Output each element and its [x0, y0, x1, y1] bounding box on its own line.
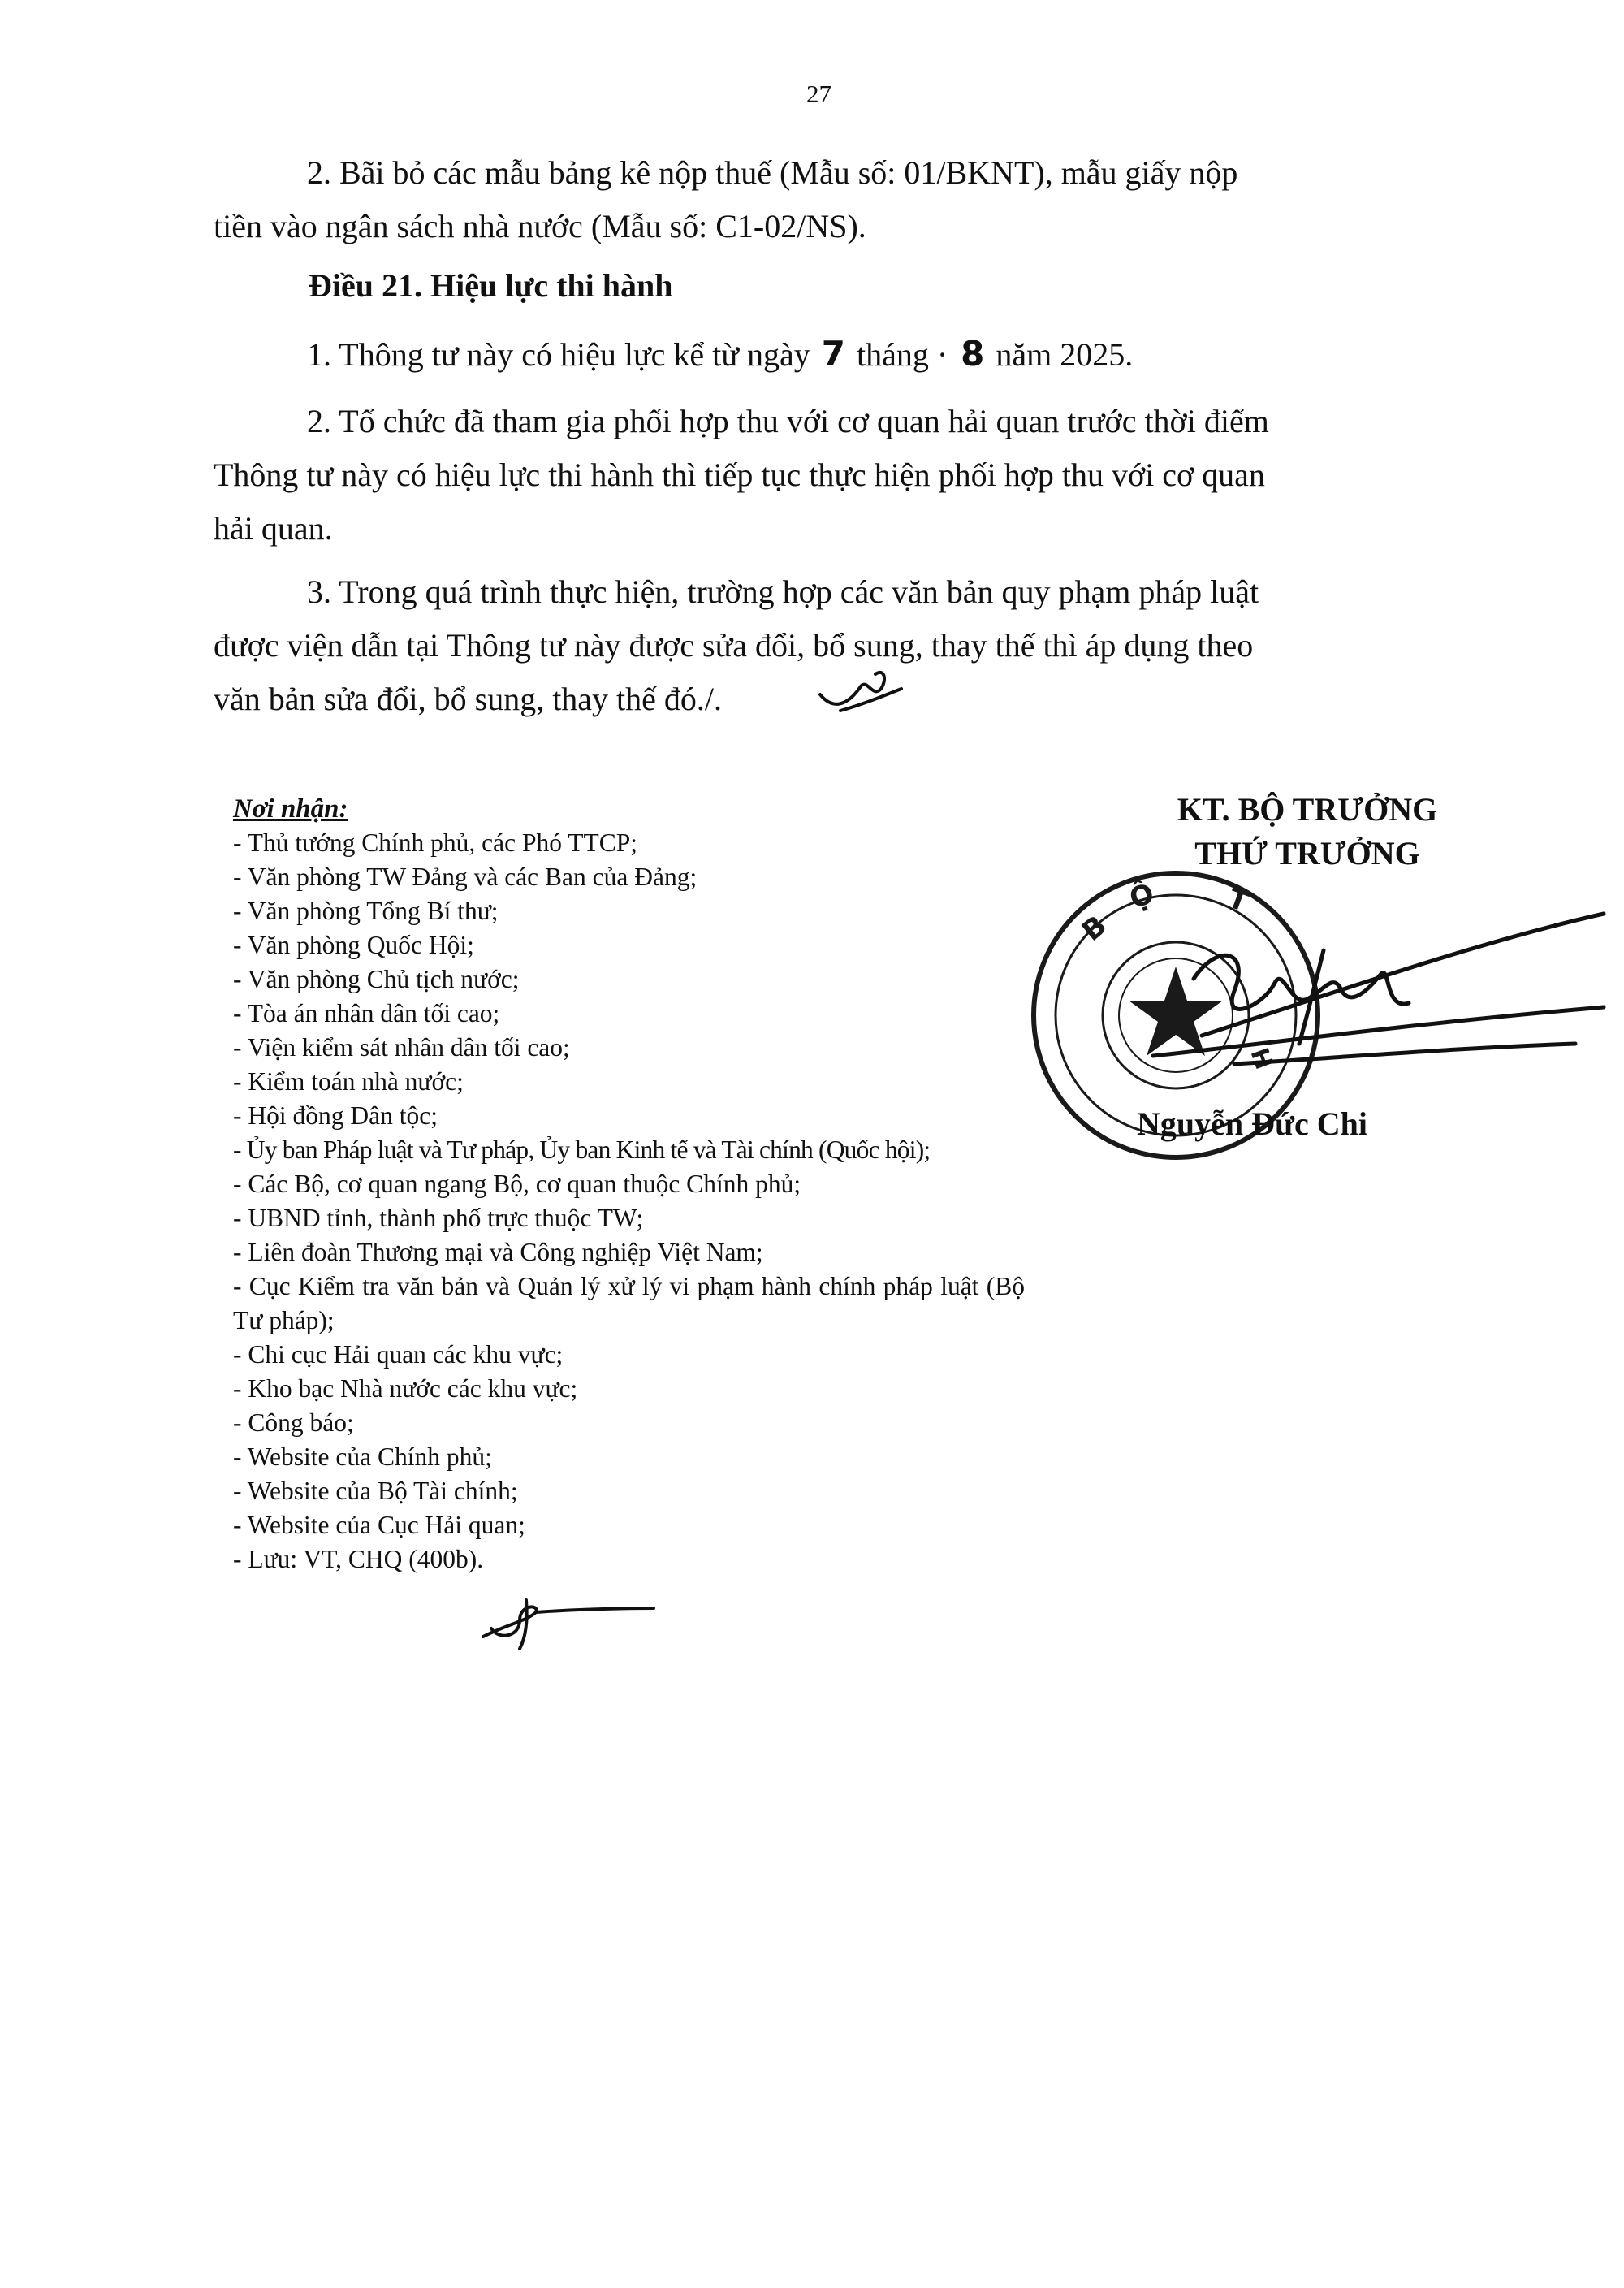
month-word: tháng [856, 336, 929, 373]
handwritten-day: 7 [821, 334, 845, 374]
recipient-item: - Văn phòng Quốc Hội; [233, 931, 474, 959]
recipients-title: Nơi nhận: [233, 794, 348, 824]
signature-title-line-1: KT. BỘ TRƯỞNG [1177, 791, 1438, 828]
recipient-item: - Thủ tướng Chính phủ, các Phó TTCP; [233, 828, 638, 857]
page-number: 27 [806, 80, 831, 108]
recipient-item: - Kiểm toán nhà nước; [233, 1067, 464, 1096]
article-item-1-line: 1. Thông tư này có hiệu lực kể từ ngày 7 tháng · 8 năm 2025. [307, 334, 1134, 374]
svg-text:T: T [1223, 881, 1253, 919]
article-item-3-line-3: văn bản sửa đổi, bổ sung, thay thế đó./. [214, 681, 723, 717]
svg-text:B: B [1076, 909, 1113, 948]
article-item-3-line-2: được viện dẫn tại Thông tư này được sửa đổi, bổ sung, thay thế thì áp dụng theo [214, 627, 1254, 664]
svg-text:Ộ: Ộ [1125, 877, 1158, 915]
initials-mark [820, 673, 901, 711]
recipient-item: - Website của Chính phủ; [233, 1442, 492, 1471]
effective-date-suffix: năm 2025. [996, 336, 1134, 373]
clause-2-line-1: 2. Bãi bỏ các mẫu bảng kê nộp thuế (Mẫu số: 01/BKNT), mẫu giấy nộp [307, 154, 1238, 191]
signature-title-line-2: THỨ TRƯỞNG [1194, 835, 1420, 872]
recipient-item: - Cục Kiểm tra văn bản và Quản lý xử lý vi phạm hành chính pháp luật (Bộ Tư pháp); [233, 1272, 1025, 1334]
recipient-item: - Viện kiểm sát nhân dân tối cao; [233, 1033, 570, 1062]
signer-name: Nguyễn Đức Chi [1137, 1105, 1368, 1142]
recipient-item: - Website của Cục Hải quan; [233, 1511, 525, 1539]
handwritten-initial [483, 1600, 654, 1649]
recipient-item: - Liên đoàn Thương mại và Công nghiệp Việt Nam; [233, 1238, 763, 1266]
minister-signature [1153, 914, 1604, 1064]
recipient-item: - UBND tỉnh, thành phố trực thuộc TW; [233, 1204, 644, 1232]
article-item-2-line-2: Thông tư này có hiệu lực thi hành thì tiếp tục thực hiện phối hợp thu với cơ quan [214, 456, 1265, 493]
recipient-item: - Lưu: VT, CHQ (400b). [233, 1545, 484, 1573]
article-item-3-line-1: 3. Trong quá trình thực hiện, trường hợp các văn bản quy phạm pháp luật [307, 573, 1259, 610]
article-item-2-line-3: hải quan. [214, 510, 333, 547]
recipient-item: - Ủy ban Pháp luật và Tư pháp, Ủy ban Kinh tế và Tài chính (Quốc hội); [233, 1135, 931, 1164]
effective-date-prefix: 1. Thông tư này có hiệu lực kể từ ngày [307, 336, 810, 373]
recipient-item: - Văn phòng Tổng Bí thư; [233, 897, 499, 925]
svg-text:H: H [1244, 1044, 1278, 1074]
recipient-item: - Công báo; [233, 1408, 354, 1437]
article-heading: Điều 21. Hiệu lực thi hành [309, 267, 673, 304]
article-item-2-line-1: 2. Tổ chức đã tham gia phối hợp thu với cơ quan hải quan trước thời điểm [307, 403, 1269, 439]
recipient-item: - Kho bạc Nhà nước các khu vực; [233, 1374, 578, 1403]
handwritten-month: 8 [961, 334, 985, 374]
recipient-item: - Văn phòng Chủ tịch nước; [233, 965, 520, 993]
recipient-item: - Tòa án nhân dân tối cao; [233, 999, 500, 1027]
clause-2-line-2: tiền vào ngân sách nhà nước (Mẫu số: C1-02/NS). [214, 208, 866, 244]
recipient-item: - Website của Bộ Tài chính; [233, 1477, 518, 1505]
recipient-item: - Văn phòng TW Đảng và các Ban của Đảng; [233, 863, 698, 891]
recipient-item: - Chi cục Hải quan các khu vực; [233, 1340, 564, 1369]
recipient-item: - Các Bộ, cơ quan ngang Bộ, cơ quan thuộc Chính phủ; [233, 1170, 801, 1198]
recipient-item: - Hội đồng Dân tộc; [233, 1101, 438, 1130]
